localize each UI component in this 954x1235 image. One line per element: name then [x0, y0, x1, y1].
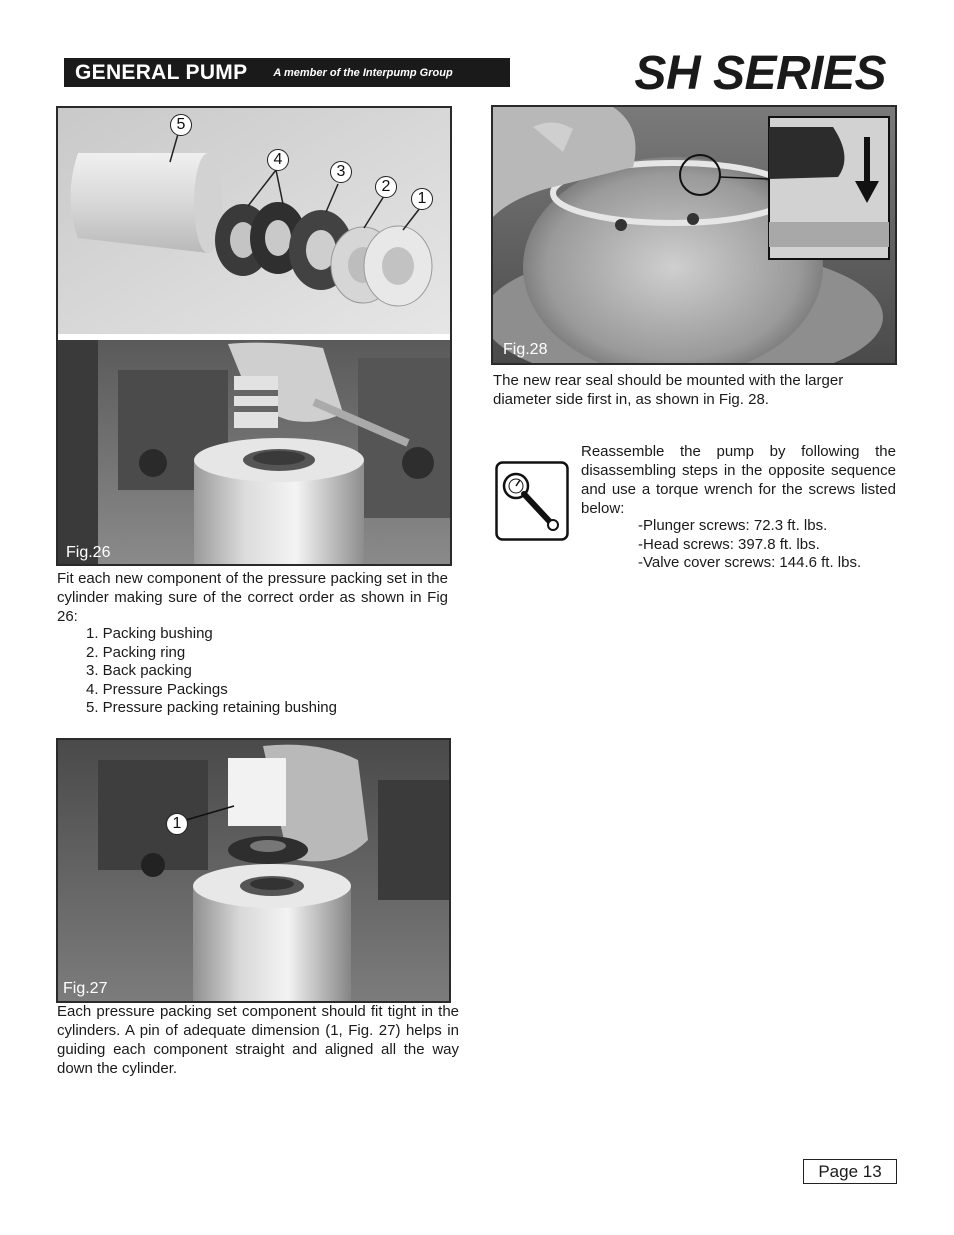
reassemble-paragraph: Reassemble the pump by following the disassembling steps in the opposite sequence and use a torque wrench for the screws listed below: [581, 443, 896, 517]
list-item: -Valve cover screws: 144.6 ft. lbs. [638, 554, 862, 572]
brand-bar [64, 58, 510, 87]
fig27-photo [56, 738, 451, 1003]
page-number: Page 13 [803, 1159, 897, 1184]
fig28-photo [491, 105, 897, 365]
fig26-callout-1: 1 [411, 188, 433, 210]
fig28-label: Fig.28 [503, 341, 548, 358]
series-title: SH SERIES [634, 47, 886, 100]
fig26-component-list [86, 625, 446, 718]
list-item: -Head screws: 397.8 ft. lbs. [638, 535, 820, 553]
brand-tagline: A member of the Interpump Group [273, 66, 453, 79]
fig28-paragraph: The new rear seal should be mounted with the larger diameter side first in, as shown in Fig. 28. [493, 372, 844, 408]
list-item: 5. Pressure packing retaining bushing [86, 699, 337, 717]
list-item: -Plunger screws: 72.3 ft. lbs. [638, 517, 828, 534]
torque-wrench-icon [495, 461, 569, 541]
fig26-callout-2: 2 [375, 176, 397, 198]
fig26-label: Fig.26 [66, 544, 111, 561]
list-item: 4. Pressure Packings [86, 680, 228, 698]
fig27-callout-1: 1 [166, 813, 188, 835]
fig26-callout-5: 5 [170, 114, 192, 136]
fig27-image [58, 740, 449, 1001]
torque-spec-list [638, 517, 893, 573]
list-item: 1. Packing bushing [86, 625, 213, 642]
fig26-callout-4: 4 [267, 149, 289, 171]
fig26-intro: Fit each new component of the pressure packing set in the cylinder making sure of the correct order as shown in Fig 26: [57, 570, 448, 625]
brand-name: GENERAL PUMP [75, 60, 248, 84]
list-item: 3. Back packing [86, 662, 192, 680]
list-item: 2. Packing ring [86, 643, 186, 661]
fig28-image [493, 107, 895, 363]
fig26-photo [56, 106, 452, 566]
fig27-label: Fig.27 [63, 980, 108, 997]
fig27-paragraph: Each pressure packing set component should fit tight in the cylinders. A pin of adequate dimension (1, Fig. 27) helps in guiding each component straight and aligned all the way down the cylinder. [57, 1003, 459, 1077]
fig26-callout-3: 3 [330, 161, 352, 183]
